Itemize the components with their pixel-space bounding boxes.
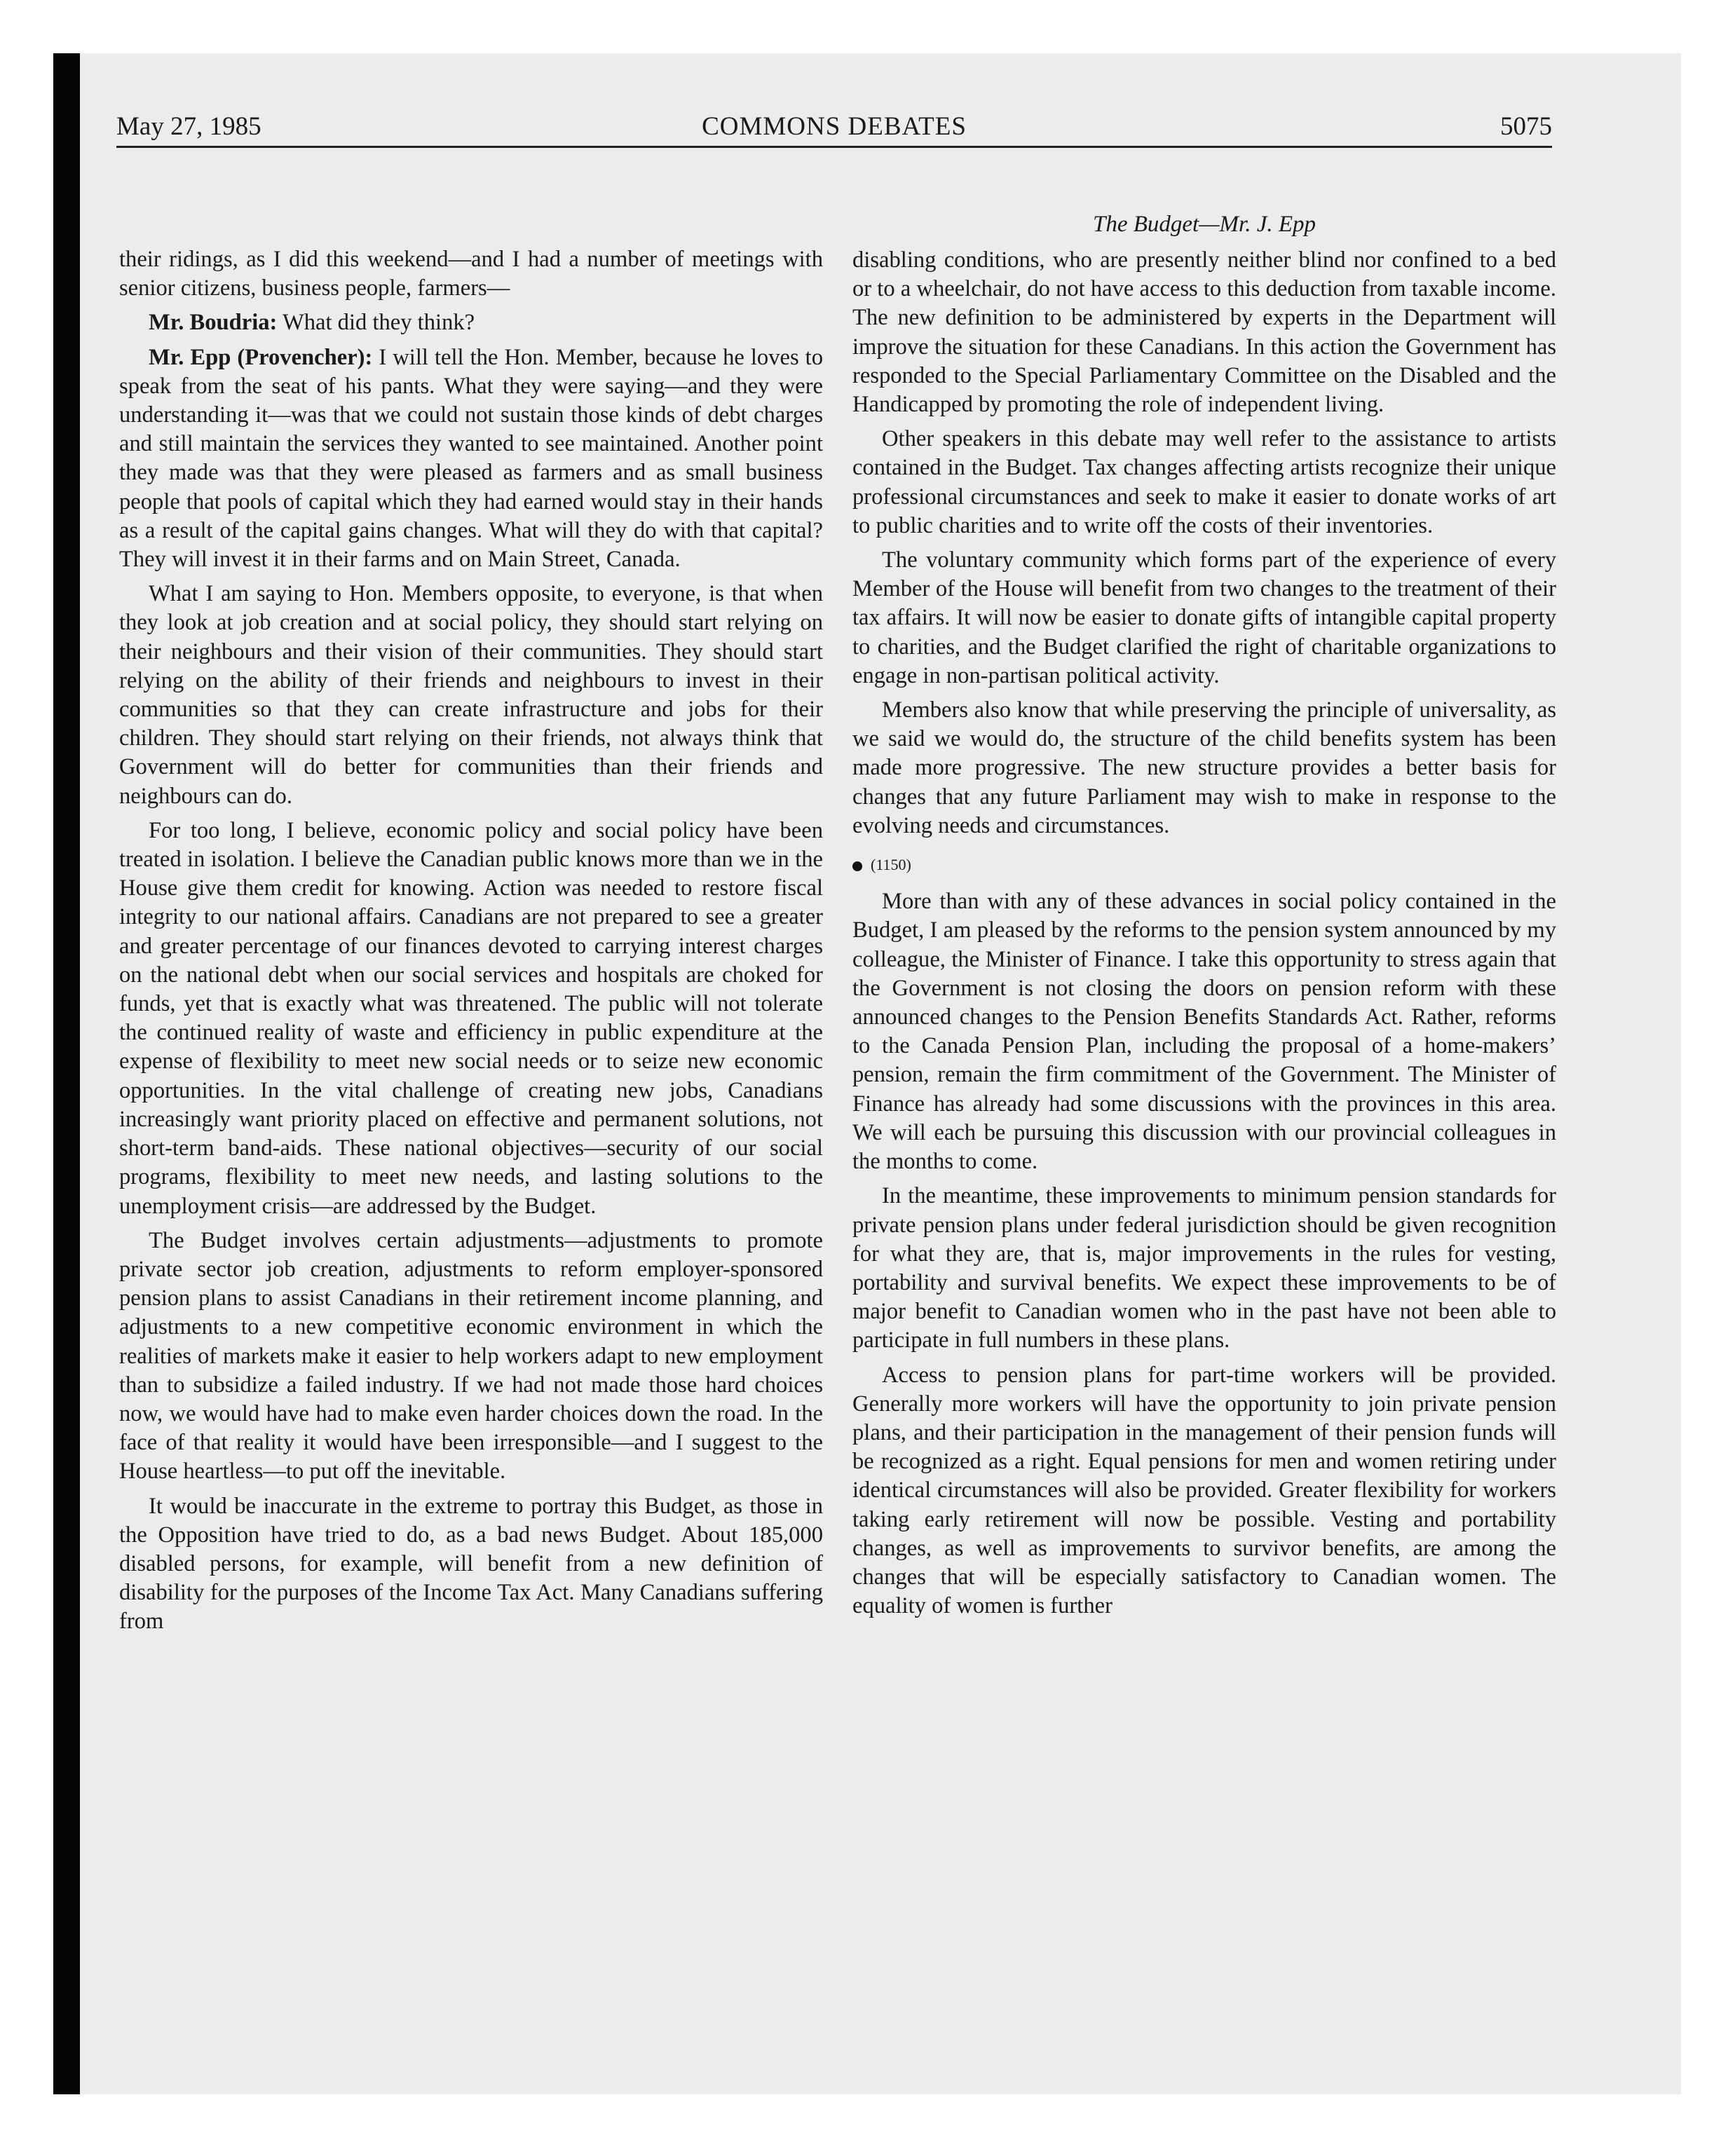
left-column	[119, 245, 823, 1642]
paragraph: Members also know that while preserving the principle of universality, as we said we would do, the structure of the child benefits system has been made more progressive. The new structure provides a better basis for changes that any future Parliament may wish to make in response to the evolving needs and circumstances.	[852, 697, 1556, 838]
paragraph: For too long, I believe, economic policy and social policy have been treated in isolation. I believe the Canadian public knows more than we in the House give them credit for knowing. Action was needed to restore fiscal integrity to our national affairs. Canadians are not prepared to see a greater and greater percentage of our finances devoted to carrying interest charges on the national debt when our social services and hospitals are choked for funds, yet that is exactly what was threatened. The public will not tolerate the continued reality of waste and efficiency in public expenditure at the expense of flexibility to meet new social needs or to seize new economic opportunities. In the vital challenge of creating new jobs, Canadians increasingly want priority placed on effective and permanent solutions, not short-term band-aids. These national objectives—security of our social programs, flexibility to meet new needs, and lasting solutions to the unemployment crisis—are addressed by the Budget.	[119, 817, 823, 1219]
paragraph: Access to pension plans for part-time workers will be provided. Generally more workers will have the opportunity to join private pension plans, and their participation in the management of their pension funds will be recognized as a right. Equal pensions for men and women retiring under identical circumstances will also be provided. Greater flexibility for workers taking early retirement will now be possible. Vesting and portability changes, as well as improvements to survivor benefits, are among the changes that will be especially satisfactory to Canadian women. The equality of women is further	[852, 1362, 1556, 1619]
paragraph: More than with any of these advances in social policy contained in the Budget, I am pleased by the reforms to the pension system announced by my colleague, the Minister of Finance. I take this opportunity to stress again that the Government is not closing the doors on pension reform with these announced changes to the Pension Benefits Standards Act. Rather, reforms to the Canada Pension Plan, including the proposal of a home-makers’ pension, remain the firm commitment of the Government. The Minister of Finance has already had some discussions with the provinces in this area. We will each be pursuing this discussion with our provincial colleagues in the months to come.	[852, 889, 1556, 1175]
header-page-number: 5075	[1500, 112, 1552, 141]
paragraph: In the meantime, these improvements to minimum pension standards for private pension plans under federal jurisdiction should be given recognition for what they are, that is, major improvements in the rules for vesting, portability and survival benefits. We expect these improvements to be of major benefit to Canadian women who in the past have not been able to participate in full numbers in these plans.	[852, 1183, 1556, 1353]
scan-edge-bar	[53, 53, 80, 2094]
bullet-icon	[852, 861, 862, 871]
paragraph	[119, 308, 823, 337]
paragraph: disabling conditions, who are presently neither blind nor confined to a bed or to a wheelchair, do not have access to this deduction from taxable income. The new definition to be administered by experts in the Department will improve the situation for these Canadians. In this action the Government has responded to the Special Parliamentary Committee on the Disabled and the Handicapped by promoting the role of independent living.	[852, 247, 1556, 418]
speaker-name: Mr. Epp (Provencher):	[149, 344, 373, 370]
paragraph	[119, 343, 823, 575]
page-header	[116, 107, 1552, 148]
paragraph: What I am saying to Hon. Members opposite, to everyone, is that when they look at job creation and at social policy, they should start relying on their neighbours and their vision of their communities. They should start relying on the ability of their friends and neighbours to invest in their communities so that they can create infrastructure and jobs for their children. They should start relying on their friends, not always think that Government will do better for communities than their friends and neighbours can do.	[119, 581, 823, 809]
paragraph: It would be inaccurate in the extreme to portray this Budget, as those in the Opposition have tried to do, as a bad news Budget. About 185,000 disabled persons, for example, will benefit from a new definition of disability for the purposes of the Income Tax Act. Many Canadians suffering from	[119, 1493, 823, 1635]
time-marker	[852, 850, 1556, 879]
paragraph: The voluntary community which forms part of the experience of every Member of the House will benefit from two changes to the treatment of their tax affairs. It will now be easier to donate gifts of intangible capital property to charities, and the Budget clarified the right of charitable organizations to engage in non-partisan political activity.	[852, 547, 1556, 688]
paragraph: their ridings, as I did this weekend—and I had a number of meetings with senior citizens, business people, farmers—	[119, 247, 823, 301]
header-date: May 27, 1985	[116, 112, 261, 141]
paragraph: Other speakers in this debate may well refer to the assistance to artists contained in the Budget. Tax changes affecting artists recognize their unique professional circumstances and seek to make it easier to donate works of art to public charities and to write off the costs of their inventories.	[852, 426, 1556, 538]
right-column	[852, 246, 1556, 1626]
speech-text: I will tell the Hon. Member, because he loves to speak from the seat of his pants. What they were saying—and they were understanding it—was that we could not sustain those kinds of debt charges and still maintain the services they wanted to see maintained. Another point they made was that they were pleased as farmers and as small business people that pools of capital which they had earned would stay in their hands as a result of the capital gains changes. What will they do with that capital? They will invest it in their farms and on Main Street, Canada.	[119, 344, 823, 573]
speech-text: What did they think?	[277, 310, 475, 336]
time-marker-label: (1150)	[871, 856, 911, 874]
speaker-name: Mr. Boudria:	[149, 310, 278, 336]
paragraph: The Budget involves certain adjustments—adjustments to promote private sector job creation, adjustments to reform employer-sponsored pension plans to assist Canadians in their retirement income planning, and adjustments to a new competitive economic environment in which the realities of markets make it easier to help workers adapt to new employment than to subsidize a failed industry. If we had not made those hard choices now, we would have had to make even harder choices down the road. In the face of that reality it would have been irresponsible—and I suggest to the House heartless—to put off the inevitable.	[119, 1227, 823, 1485]
header-title: COMMONS DEBATES	[702, 112, 967, 141]
running-head: The Budget—Mr. J. Epp	[1092, 212, 1316, 237]
